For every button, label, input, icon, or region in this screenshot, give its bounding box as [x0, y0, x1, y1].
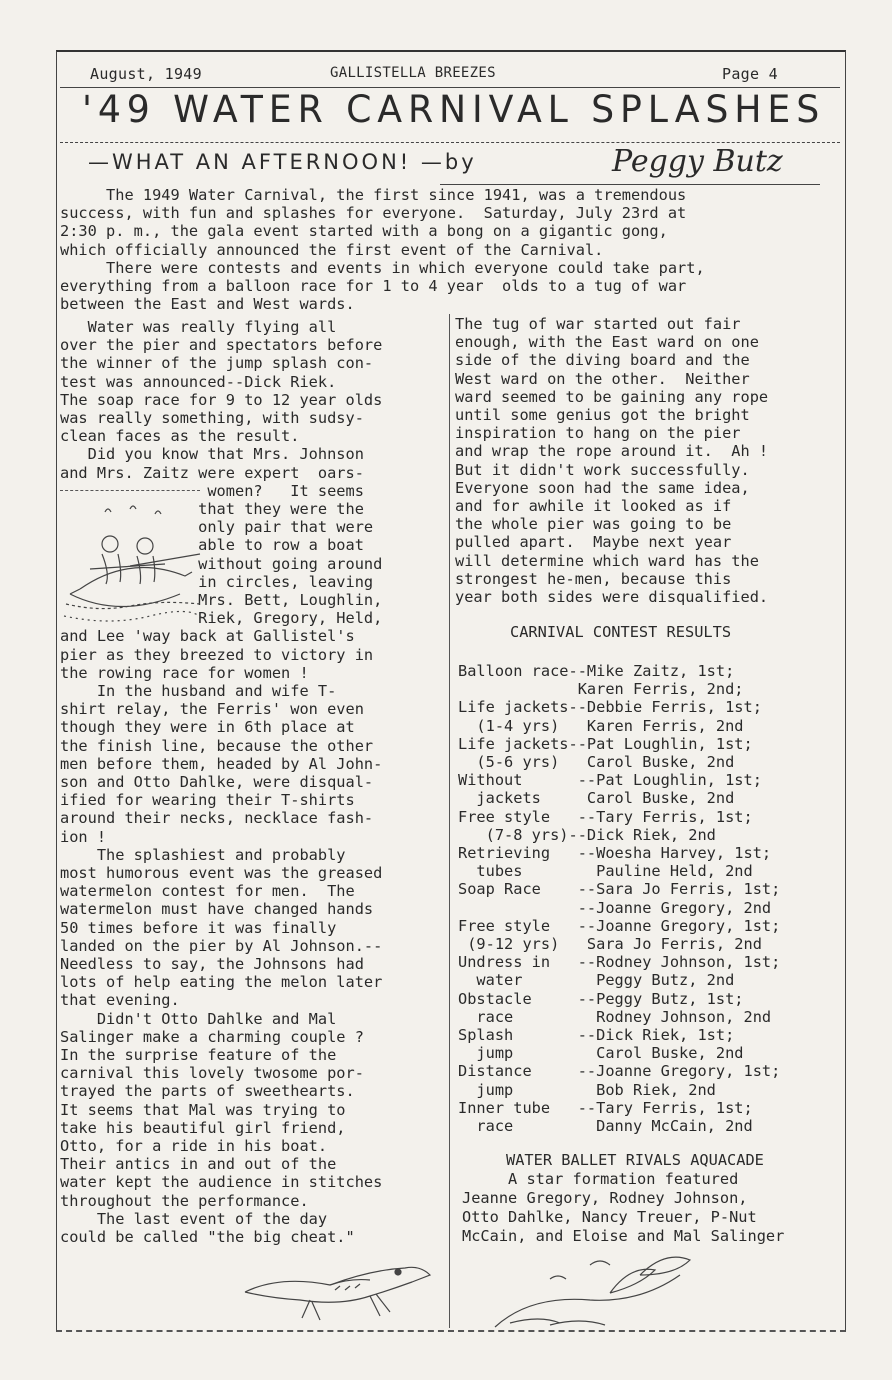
article-line: Salinger make a charming couple ?	[60, 1027, 364, 1046]
article-line: It seems that Mal was trying to	[60, 1100, 346, 1119]
result-line: jump Bob Riek, 2nd	[458, 1080, 716, 1099]
article-line: The soap race for 9 to 12 year olds	[60, 390, 383, 409]
article-line: the whole pier was going to be	[455, 515, 732, 534]
leaf-sketch	[490, 1245, 710, 1330]
article-line: Water was really flying all	[60, 318, 337, 336]
article-line: and for awhile it looked as if	[455, 497, 732, 515]
article-line: West ward on the other. Neither	[455, 369, 750, 388]
article-line: take his beautiful girl friend,	[60, 1118, 346, 1137]
article-line: ified for wearing their T-shirts	[60, 791, 355, 810]
ballet-line: A star formation featured	[462, 1170, 739, 1188]
result-line: race Rodney Johnson, 2nd	[458, 1007, 772, 1026]
article-line: There were contests and events in which everyone could take part,	[60, 258, 705, 277]
article-line: without going around	[60, 554, 383, 573]
article-line: and wrap the rope around it. Ah !	[455, 442, 769, 461]
article-line: around their necks, necklace fash-	[60, 809, 374, 828]
article-line: carnival this lovely twosome por-	[60, 1064, 364, 1083]
article-line: Otto, for a ride in his boat.	[60, 1137, 328, 1155]
article-line: in circles, leaving	[60, 572, 374, 591]
article-line: 50 times before it was finally	[60, 918, 337, 937]
result-line: (5-6 yrs) Carol Buske, 2nd	[458, 753, 735, 771]
result-line: Soap Race --Sara Jo Ferris, 1st;	[458, 880, 781, 899]
article-line: which officially announced the first event of the Carnival.	[60, 240, 604, 259]
result-line: Inner tube --Tary Ferris, 1st;	[458, 1098, 753, 1117]
article-line: In the surprise feature of the	[60, 1046, 337, 1064]
article-line: will determine which ward has the	[455, 551, 759, 570]
article-line: The last event of the day	[60, 1209, 328, 1228]
headline-title: '49 WATER CARNIVAL SPLASHES	[82, 88, 826, 131]
result-line: --Joanne Gregory, 2nd	[458, 898, 772, 917]
article-line: could be called "the big cheat."	[60, 1228, 355, 1246]
column-divider	[449, 314, 450, 1328]
article-line: women? It seems	[60, 481, 364, 500]
article-line: Everyone soon had the same idea,	[455, 478, 750, 497]
title-rule	[60, 142, 840, 143]
article-line: men before them, headed by Al John-	[60, 754, 383, 773]
result-line: Free style --Tary Ferris, 1st;	[458, 807, 753, 826]
ballet-heading: WATER BALLET RIVALS AQUACADE	[506, 1151, 764, 1169]
article-line: inspiration to hang on the pier	[455, 424, 741, 443]
author-signature: Peggy Butz	[612, 144, 783, 179]
article-line: landed on the pier by Al Johnson.--	[60, 936, 383, 955]
article-line: was really something, with sudsy-	[60, 409, 364, 427]
article-line: ward seemed to be gaining any rope	[455, 387, 769, 406]
article-line: But it didn't work successfully.	[455, 460, 750, 479]
headline-subtitle: —WHAT AN AFTERNOON! —by	[88, 150, 477, 174]
article-line: test was announced--Dick Riek.	[60, 372, 337, 391]
result-line: Life jackets--Pat Loughlin, 1st;	[458, 734, 753, 753]
result-line: race Danny McCain, 2nd	[458, 1117, 753, 1135]
article-line: Didn't Otto Dahlke and Mal	[60, 1009, 337, 1028]
article-line: Riek, Gregory, Held,	[60, 609, 383, 628]
article-line: trayed the parts of sweethearts.	[60, 1082, 355, 1101]
alligator-sketch	[240, 1230, 445, 1330]
result-line: (1-4 yrs) Karen Ferris, 2nd	[458, 716, 744, 735]
article-line: the finish line, because the other	[60, 736, 374, 755]
article-line: between the East and West wards.	[60, 295, 355, 314]
article-line: watermelon must have changed hands	[60, 900, 374, 919]
article-line: ion !	[60, 827, 107, 846]
ballet-line: Otto Dahlke, Nancy Treuer, P-Nut	[462, 1208, 757, 1226]
article-line: clean faces as the result.	[60, 427, 300, 446]
article-line: son and Otto Dahlke, were disqual-	[60, 773, 374, 791]
article-line: until some genius got the bright	[455, 406, 750, 424]
article-line: Their antics in and out of the	[60, 1155, 337, 1174]
article-line: success, with fun and splashes for everyone. Saturday, July 23rd at	[60, 204, 687, 223]
result-line: jackets Carol Buske, 2nd	[458, 789, 735, 808]
article-line: strongest he-men, because this	[455, 569, 732, 588]
article-line: though they were in 6th place at	[60, 718, 355, 737]
result-line: Obstacle --Peggy Butz, 1st;	[458, 989, 744, 1008]
article-line: Needless to say, the Johnsons had	[60, 955, 364, 973]
result-line: Distance --Joanne Gregory, 1st;	[458, 1062, 781, 1081]
article-line: watermelon contest for men. The	[60, 882, 355, 901]
article-line: side of the diving board and the	[455, 351, 750, 370]
result-line: Without --Pat Loughlin, 1st;	[458, 771, 762, 790]
result-line: Retrieving --Woesha Harvey, 1st;	[458, 844, 772, 862]
article-line: pier as they breezed to victory in	[60, 645, 374, 664]
article-line: and Mrs. Zaitz were expert oars-	[60, 463, 364, 482]
article-line: throughout the performance.	[60, 1191, 309, 1210]
results-heading: CARNIVAL CONTEST RESULTS	[510, 623, 732, 641]
article-line: that they were the	[60, 500, 364, 518]
rowing-boat-sketch	[60, 494, 205, 634]
article-line: over the pier and spectators before	[60, 336, 383, 355]
article-line: The tug of war started out fair	[455, 315, 741, 333]
article-line: pulled apart. Maybe next year	[455, 533, 732, 552]
article-line: enough, with the East ward on one	[455, 333, 759, 352]
article-line: In the husband and wife T-	[60, 682, 337, 700]
article-line: able to row a boat	[60, 536, 364, 555]
article-line: Mrs. Bett, Loughlin,	[60, 591, 383, 609]
page-number: Page 4	[722, 65, 778, 83]
article-line: lots of help eating the melon later	[60, 973, 383, 992]
result-line: Free style --Joanne Gregory, 1st;	[458, 916, 781, 935]
article-line: the winner of the jump splash con-	[60, 354, 374, 373]
article-line: the rowing race for women !	[60, 663, 309, 682]
result-line: tubes Pauline Held, 2nd	[458, 862, 753, 881]
article-line: water kept the audience in stitches	[60, 1173, 383, 1192]
article-line: The 1949 Water Carnival, the first since 1941, was a tremendous	[60, 186, 687, 204]
article-line: only pair that were	[60, 518, 374, 537]
article-line: that evening.	[60, 991, 180, 1010]
newspaper-name: GALLISTELLA BREEZES	[330, 65, 496, 81]
article-line: most humorous event was the greased	[60, 864, 383, 882]
result-line: Life jackets--Debbie Ferris, 1st;	[458, 698, 762, 717]
result-line: water Peggy Butz, 2nd	[458, 971, 735, 990]
article-line: The splashiest and probably	[60, 845, 346, 864]
subtitle-rule	[440, 184, 820, 185]
result-line: jump Carol Buske, 2nd	[458, 1044, 744, 1063]
article-line: year both sides were disqualified.	[455, 588, 769, 606]
ballet-line: McCain, and Eloise and Mal Salinger	[462, 1227, 785, 1245]
issue-date: August, 1949	[90, 65, 202, 83]
article-line: Did you know that Mrs. Johnson	[60, 445, 364, 464]
article-line: and Lee 'way back at Gallistel's	[60, 627, 355, 646]
sketch-top-rule	[60, 490, 200, 491]
result-line: Balloon race--Mike Zaitz, 1st;	[458, 662, 735, 680]
result-line: Karen Ferris, 2nd;	[458, 680, 744, 699]
article-line: shirt relay, the Ferris' won even	[60, 700, 364, 719]
article-line: everything from a balloon race for 1 to 4 year olds to a tug of war	[60, 277, 687, 295]
result-line: Undress in --Rodney Johnson, 1st;	[458, 953, 781, 972]
ballet-line: Jeanne Gregory, Rodney Johnson,	[462, 1189, 748, 1207]
result-line: (7-8 yrs)--Dick Riek, 2nd	[458, 825, 716, 844]
article-line: 2:30 p. m., the gala event started with a bong on a gigantic gong,	[60, 222, 668, 241]
result-line: (9-12 yrs) Sara Jo Ferris, 2nd	[458, 935, 762, 953]
result-line: Splash --Dick Riek, 1st;	[458, 1026, 735, 1044]
